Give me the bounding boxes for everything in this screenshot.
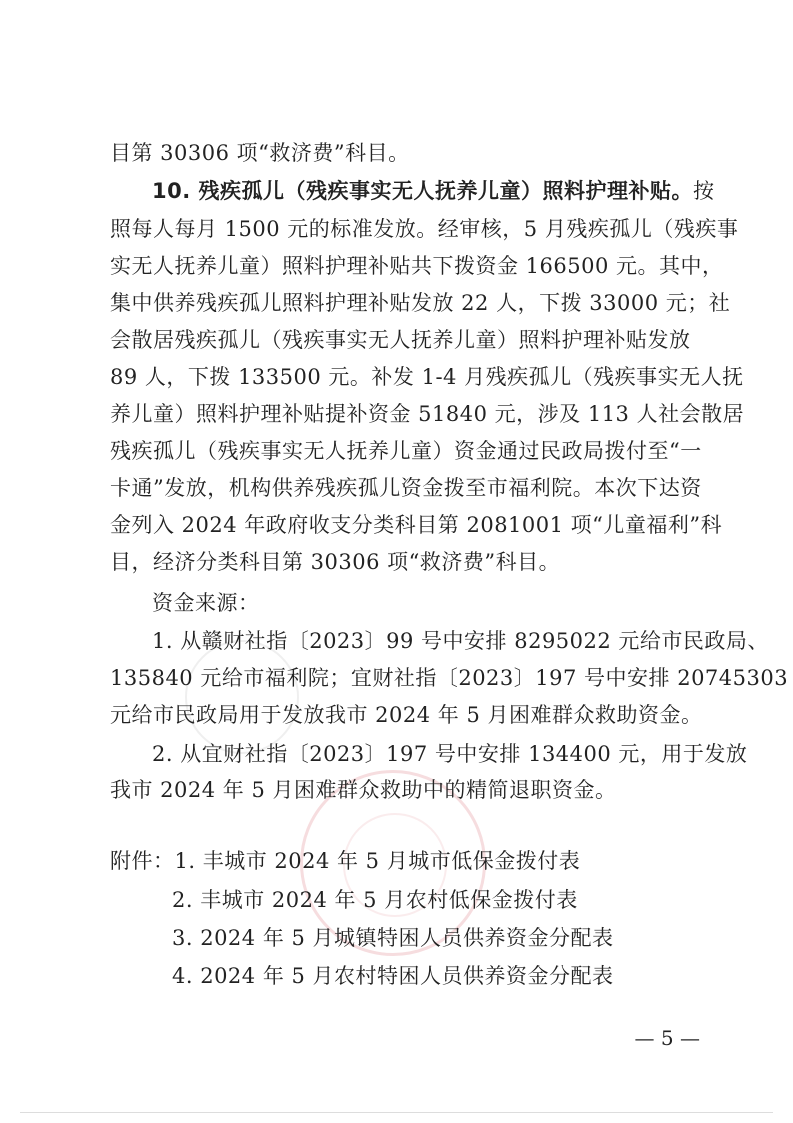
paragraph-line: 89 人，下拨 133500 元。补发 1-4 月残疾孤儿（残疾事实无人抚 [110, 365, 744, 389]
paragraph-line: 卡通”发放，机构供养残疾孤儿资金拨至市福利院。本次下达资 [110, 476, 702, 500]
paragraph-line: 目，经济分类科目第 30306 项“救济费”科目。 [110, 550, 561, 574]
attachment-item: 2. 丰城市 2024 年 5 月农村低保金拨付表 [172, 888, 578, 912]
paragraph-line: 实无人抚养儿童）照料护理补贴共下拨资金 166500 元。其中， [110, 254, 724, 278]
funding-line: 我市 2024 年 5 月困难群众救助中的精简退职资金。 [110, 778, 617, 802]
funding-line: 2. 从宜财社指〔2023〕197 号中安排 134400 元，用于发放 [152, 742, 748, 766]
paragraph-line: 集中供养残疾孤儿照料护理补贴发放 22 人，下拨 33000 元；社 [110, 291, 731, 315]
paragraph-line: 金列入 2024 年政府收支分类科目第 2081001 项“儿童福利”科 [110, 513, 723, 537]
paragraph-line: 残疾孤儿（残疾事实无人抚养儿童）资金通过民政局拨付至“一 [110, 439, 702, 463]
item10-heading: 10. 残疾孤儿（残疾事实无人抚养儿童）照料护理补贴。 [152, 179, 694, 203]
item10-heading-tail: 按 [693, 179, 715, 203]
attachment-item: 1. 丰城市 2024 年 5 月城市低保金拨付表 [174, 849, 581, 873]
item10-heading-line [152, 178, 715, 204]
funding-line: 元给市民政局用于发放我市 2024 年 5 月困难群众救助资金。 [110, 703, 703, 727]
attachments-first-line [110, 848, 580, 874]
attachments-label: 附件： [110, 849, 175, 873]
paragraph-line: 养儿童）照料护理补贴提补资金 51840 元，涉及 113 人社会散居 [110, 402, 745, 426]
attachment-item: 3. 2024 年 5 月城镇特困人员供养资金分配表 [172, 926, 614, 950]
paragraph-line: 会散居残疾孤儿（残疾事实无人抚养儿童）照料护理补贴发放 [110, 328, 691, 352]
page-number: — 5 — [634, 1026, 700, 1050]
funding-line: 1. 从赣财社指〔2023〕99 号中安排 8295022 元给市民政局、 [152, 629, 769, 653]
funding-line: 135840 元给市福利院；宜财社指〔2023〕197 号中安排 20745303 [110, 666, 789, 690]
paragraph-line: 照每人每月 1500 元的标准发放。经审核，5 月残疾孤儿（残疾事 [110, 217, 739, 241]
funding-title: 资金来源： [152, 591, 260, 615]
bottom-edge-line [20, 1112, 773, 1113]
paragraph-line: 目第 30306 项“救济费”科目。 [110, 141, 410, 165]
faint-stamp [185, 640, 299, 754]
attachment-item: 4. 2024 年 5 月农村特困人员供养资金分配表 [172, 964, 614, 988]
